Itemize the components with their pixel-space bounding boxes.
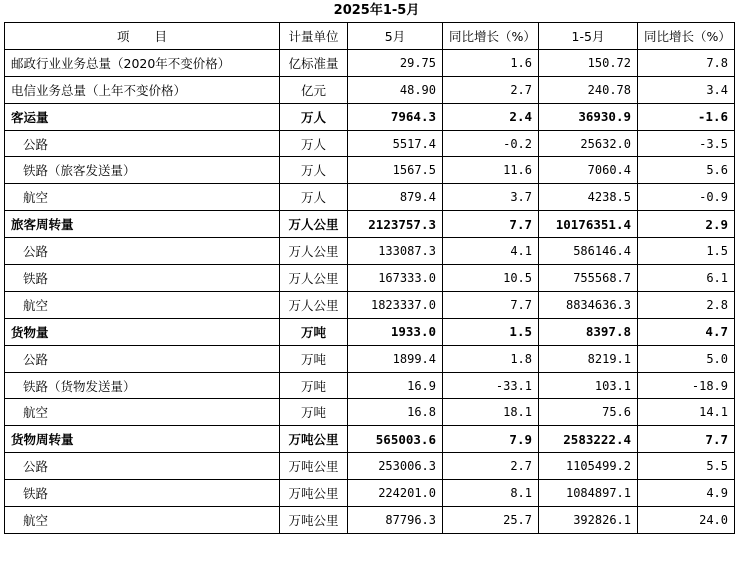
row-month-value: 879.4 — [348, 184, 443, 211]
row-ytd-yoy: -0.9 — [638, 184, 735, 211]
row-month-value: 1899.4 — [348, 345, 443, 372]
row-item: 铁路 — [5, 480, 280, 507]
row-item: 航空 — [5, 184, 280, 211]
row-month-value: 224201.0 — [348, 480, 443, 507]
row-unit: 万人公里 — [280, 211, 348, 238]
row-month-yoy: 7.7 — [443, 211, 539, 238]
row-ytd-yoy: 1.5 — [638, 238, 735, 265]
table-row — [5, 318, 735, 345]
table-row — [5, 157, 735, 184]
table-row — [5, 399, 735, 426]
row-unit: 万吨 — [280, 345, 348, 372]
row-unit: 万吨公里 — [280, 426, 348, 453]
row-ytd-yoy: 2.8 — [638, 291, 735, 318]
row-ytd-yoy: 4.9 — [638, 480, 735, 507]
row-unit: 亿标准量 — [280, 49, 348, 76]
row-item: 铁路（货物发送量） — [5, 372, 280, 399]
row-unit: 万人公里 — [280, 291, 348, 318]
row-ytd-yoy: 3.4 — [638, 76, 735, 103]
table-row — [5, 211, 735, 238]
row-ytd-yoy: 6.1 — [638, 265, 735, 292]
row-month-yoy: 2.7 — [443, 453, 539, 480]
row-ytd-value: 103.1 — [539, 372, 638, 399]
row-unit: 万人 — [280, 184, 348, 211]
row-ytd-value: 1084897.1 — [539, 480, 638, 507]
row-month-yoy: 1.6 — [443, 49, 539, 76]
row-ytd-value: 755568.7 — [539, 265, 638, 292]
row-ytd-yoy: 14.1 — [638, 399, 735, 426]
row-ytd-value: 8219.1 — [539, 345, 638, 372]
row-item: 铁路 — [5, 265, 280, 292]
row-ytd-value: 10176351.4 — [539, 211, 638, 238]
row-item: 公路 — [5, 238, 280, 265]
row-month-value: 16.9 — [348, 372, 443, 399]
row-ytd-value: 36930.9 — [539, 103, 638, 130]
row-month-yoy: 10.5 — [443, 265, 539, 292]
row-month-yoy: 7.7 — [443, 291, 539, 318]
row-month-yoy: 3.7 — [443, 184, 539, 211]
row-month-value: 565003.6 — [348, 426, 443, 453]
row-month-yoy: 25.7 — [443, 507, 539, 534]
row-item: 铁路（旅客发送量） — [5, 157, 280, 184]
table-row — [5, 453, 735, 480]
row-month-value: 87796.3 — [348, 507, 443, 534]
table-row — [5, 507, 735, 534]
row-ytd-value: 75.6 — [539, 399, 638, 426]
table-row — [5, 76, 735, 103]
row-month-value: 7964.3 — [348, 103, 443, 130]
row-ytd-value: 7060.4 — [539, 157, 638, 184]
row-item: 旅客周转量 — [5, 211, 280, 238]
header-item: 项 目 — [5, 23, 280, 50]
row-month-value: 133087.3 — [348, 238, 443, 265]
table-row — [5, 238, 735, 265]
row-unit: 万人 — [280, 103, 348, 130]
row-ytd-yoy: 5.0 — [638, 345, 735, 372]
row-ytd-yoy: -18.9 — [638, 372, 735, 399]
header-unit: 计量单位 — [280, 23, 348, 50]
row-month-yoy: 4.1 — [443, 238, 539, 265]
row-month-value: 167333.0 — [348, 265, 443, 292]
row-month-yoy: 1.5 — [443, 318, 539, 345]
table-row — [5, 265, 735, 292]
row-item: 货物周转量 — [5, 426, 280, 453]
table-row — [5, 480, 735, 507]
row-ytd-yoy: 5.5 — [638, 453, 735, 480]
row-ytd-yoy: 7.8 — [638, 49, 735, 76]
row-month-yoy: 2.7 — [443, 76, 539, 103]
row-item: 电信业务总量（上年不变价格） — [5, 76, 280, 103]
row-unit: 亿元 — [280, 76, 348, 103]
row-month-value: 1567.5 — [348, 157, 443, 184]
row-ytd-value: 392826.1 — [539, 507, 638, 534]
row-ytd-yoy: -3.5 — [638, 130, 735, 157]
row-item: 客运量 — [5, 103, 280, 130]
row-ytd-value: 4238.5 — [539, 184, 638, 211]
table-row — [5, 103, 735, 130]
header-ytd: 1-5月 — [539, 23, 638, 50]
row-month-yoy: 2.4 — [443, 103, 539, 130]
row-item: 公路 — [5, 453, 280, 480]
row-month-value: 48.90 — [348, 76, 443, 103]
row-unit: 万人 — [280, 130, 348, 157]
row-ytd-yoy: 4.7 — [638, 318, 735, 345]
row-item: 公路 — [5, 345, 280, 372]
row-month-value: 5517.4 — [348, 130, 443, 157]
statistics-table — [4, 22, 735, 534]
row-ytd-value: 586146.4 — [539, 238, 638, 265]
row-ytd-yoy: 7.7 — [638, 426, 735, 453]
row-item: 航空 — [5, 507, 280, 534]
table-row — [5, 372, 735, 399]
header-row — [5, 23, 735, 50]
row-ytd-yoy: -1.6 — [638, 103, 735, 130]
row-unit: 万人 — [280, 157, 348, 184]
table-row — [5, 291, 735, 318]
table-row — [5, 184, 735, 211]
row-unit: 万吨公里 — [280, 453, 348, 480]
header-ytd-yoy: 同比增长（%） — [638, 23, 735, 50]
table-row — [5, 345, 735, 372]
row-item: 公路 — [5, 130, 280, 157]
row-month-value: 2123757.3 — [348, 211, 443, 238]
row-month-value: 1823337.0 — [348, 291, 443, 318]
row-item: 货物量 — [5, 318, 280, 345]
row-item: 航空 — [5, 291, 280, 318]
row-month-yoy: 18.1 — [443, 399, 539, 426]
table-row — [5, 130, 735, 157]
row-unit: 万吨公里 — [280, 480, 348, 507]
header-month-yoy: 同比增长（%） — [443, 23, 539, 50]
row-ytd-value: 150.72 — [539, 49, 638, 76]
row-ytd-yoy: 2.9 — [638, 211, 735, 238]
row-unit: 万人公里 — [280, 265, 348, 292]
row-item: 邮政行业业务总量（2020年不变价格） — [5, 49, 280, 76]
row-month-value: 16.8 — [348, 399, 443, 426]
row-ytd-value: 1105499.2 — [539, 453, 638, 480]
table-row — [5, 426, 735, 453]
row-month-yoy: 11.6 — [443, 157, 539, 184]
row-month-value: 253006.3 — [348, 453, 443, 480]
table-row — [5, 49, 735, 76]
row-month-yoy: -0.2 — [443, 130, 539, 157]
row-month-yoy: -33.1 — [443, 372, 539, 399]
row-ytd-value: 2583222.4 — [539, 426, 638, 453]
row-ytd-yoy: 5.6 — [638, 157, 735, 184]
row-ytd-value: 240.78 — [539, 76, 638, 103]
row-unit: 万吨 — [280, 372, 348, 399]
row-ytd-value: 25632.0 — [539, 130, 638, 157]
row-month-yoy: 7.9 — [443, 426, 539, 453]
table-title: 2025年1-5月 — [333, 3, 420, 18]
row-unit: 万吨 — [280, 399, 348, 426]
row-item: 航空 — [5, 399, 280, 426]
row-unit: 万吨 — [280, 318, 348, 345]
row-ytd-yoy: 24.0 — [638, 507, 735, 534]
row-ytd-value: 8834636.3 — [539, 291, 638, 318]
row-unit: 万吨公里 — [280, 507, 348, 534]
row-month-yoy: 8.1 — [443, 480, 539, 507]
row-month-value: 1933.0 — [348, 318, 443, 345]
row-month-value: 29.75 — [348, 49, 443, 76]
row-month-yoy: 1.8 — [443, 345, 539, 372]
row-ytd-value: 8397.8 — [539, 318, 638, 345]
header-month: 5月 — [348, 23, 443, 50]
row-unit: 万人公里 — [280, 238, 348, 265]
